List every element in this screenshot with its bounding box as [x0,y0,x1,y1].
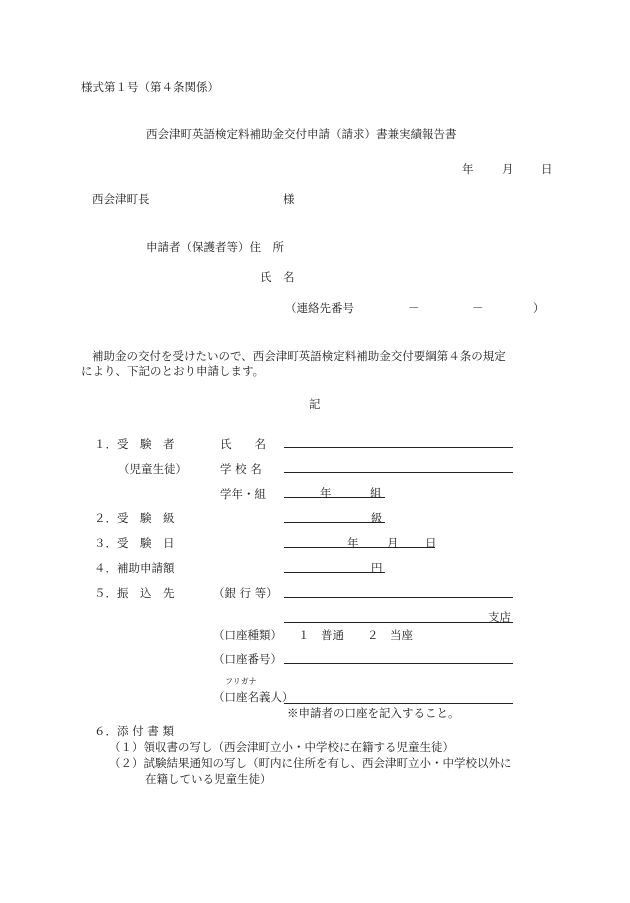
kyu-line[interactable] [284,522,385,523]
exam-date-line[interactable] [284,547,435,548]
school-name-line[interactable] [284,472,513,473]
addressee-honorific: 様 [283,192,295,206]
account-number-line[interactable] [284,663,513,664]
account-type-label: （口座種類） [213,628,282,642]
branch-unit: 支店 [488,610,511,624]
body-line-1: 補助金の交付を受けたいので、西会津町英語検定料補助金交付要綱第４条の規定 [92,349,506,363]
contact-dash-2: － [472,301,484,315]
furigana-label: フリガナ [225,677,257,686]
account-holder-line[interactable] [284,703,513,704]
amount-line[interactable] [284,572,385,573]
branch-line[interactable] [284,622,513,623]
body-line-2: により、下記のとおり申請します。 [81,364,265,378]
grade-class-unit: 組 [370,486,382,500]
attachments-label: ６．添 付 書 類 [94,724,174,738]
item3-label: ３．受 験 日 [94,536,175,550]
item2-label: ２．受 験 級 [94,511,175,525]
contact-dash-1: － [408,301,420,315]
page-title: 西会津町英語検定料補助金交付申請（請求）書兼実績報告書 [146,127,457,141]
student-name-line[interactable] [284,447,513,448]
yen-unit: 円 [371,561,383,575]
contact-close: ） [533,301,545,315]
applicant-name-label: 氏 名 [260,270,295,284]
date-year-label: 年 [462,162,474,176]
account-type-options: １ 普通 ２ 当座 [298,628,413,642]
item1-label: １．受 験 者 [94,437,175,451]
bank-label: （銀 行 等） [213,586,278,600]
bank-line[interactable] [284,597,513,598]
date-month-label: 月 [502,162,514,176]
exam-day-unit: 日 [425,536,437,550]
account-holder-label: （口座名義人） [213,690,294,704]
item5-label: ５．振 込 先 [94,586,175,600]
attachment-2: （２）試験結果通知の写し（町内に住所を有し、西会津町立小・中学校以外に [109,756,512,770]
attachment-2-cont: 在籍している児童生徒） [145,772,272,786]
applicant-contact-label: （連絡先番号 [285,301,354,315]
form-number: 様式第１号（第４条関係） [81,80,219,94]
grade-class-line[interactable] [284,497,385,498]
account-note: ※申請者の口座を記入すること。 [287,706,460,720]
grade-year-unit: 年 [320,486,332,500]
date-day-label: 日 [541,162,553,176]
grade-class-label: 学年・組 [220,487,266,501]
attachment-1: （１）領収書の写し（西会津町立小・中学校に在籍する児童生徒） [109,740,454,754]
item1-sub-label: （児童生徒） [118,462,187,476]
kyu-unit: 級 [371,511,383,525]
school-name-label: 学 校 名 [220,462,262,476]
account-number-label: （口座番号） [213,652,282,666]
item4-label: ４．補助申請額 [94,561,175,575]
addressee-name: 西会津町長 [92,192,150,206]
ki-heading: 記 [309,397,321,411]
exam-year-unit: 年 [347,536,359,550]
applicant-address-label: 申請者（保護者等）住 所 [146,240,284,254]
student-name-label: 氏 名 [220,437,266,451]
exam-month-unit: 月 [387,536,399,550]
